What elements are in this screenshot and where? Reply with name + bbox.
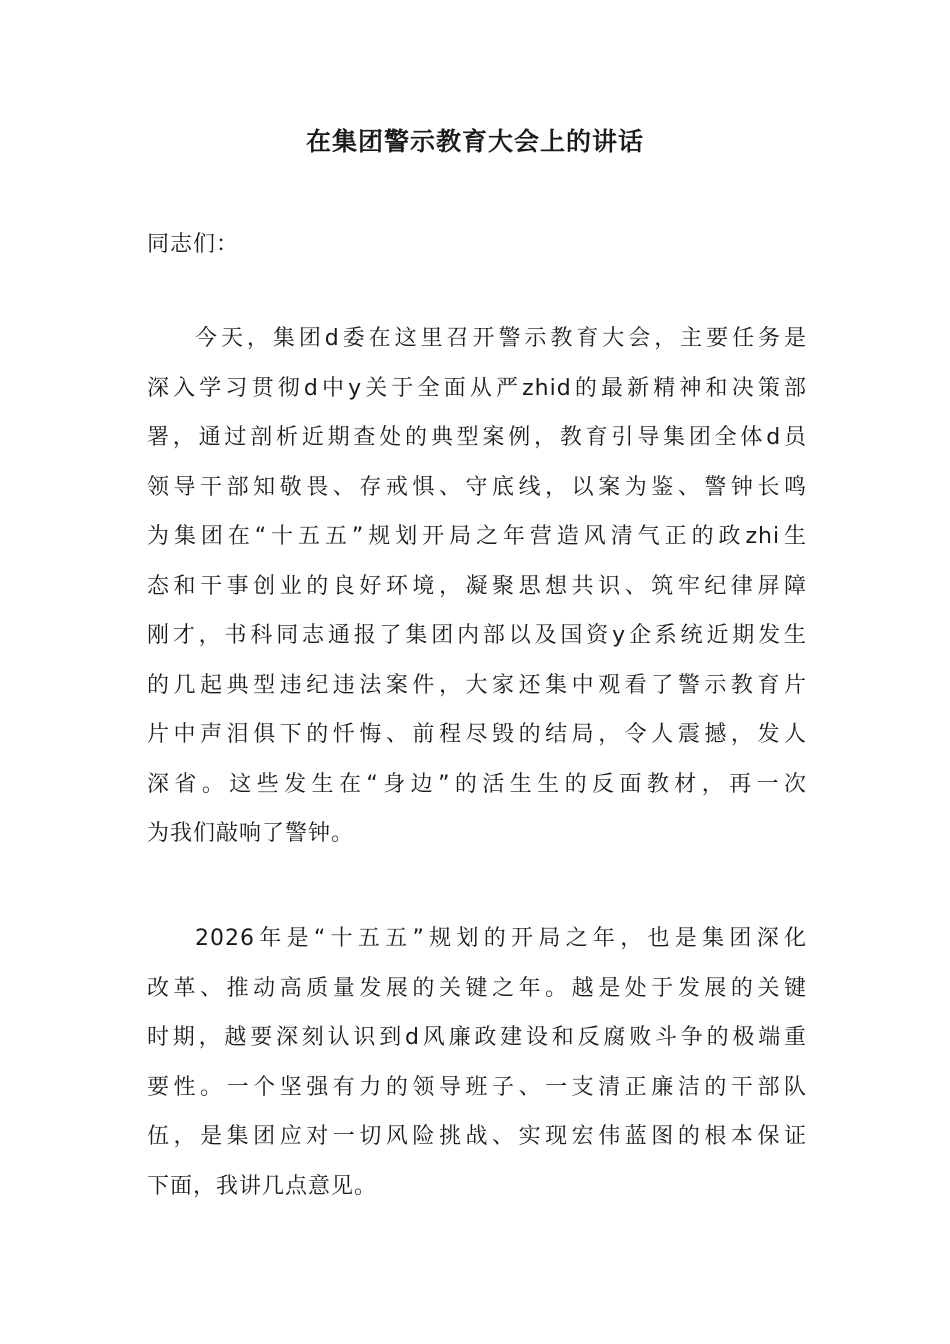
paragraph-line: 为我们敲响了警钟。 (147, 821, 355, 846)
paragraph-line: 态和干事创业的良好环境，凝聚思想共识、筑牢纪律屏障 (147, 573, 807, 599)
document-title: 在集团警示教育大会上的讲话 (305, 127, 644, 156)
paragraph-line: 下面，我讲几点意见。 (147, 1173, 378, 1199)
paragraph-line: 今天，集团d委在这里召开警示教育大会，主要任务是 (195, 326, 807, 351)
paragraph-line: 深入学习贯彻d中y关于全面从严zhid的最新精神和决策部 (147, 375, 807, 401)
paragraph-line: 伍，是集团应对一切风险挑战、实现宏伟蓝图的根本保证 (147, 1124, 807, 1149)
paragraph-line: 署，通过剖析近期查处的典型案例，教育引导集团全体d员 (147, 425, 807, 450)
paragraph-line: 要性。一个坚强有力的领导班子、一支清正廉洁的干部队 (147, 1074, 807, 1100)
paragraph-line: 时期，越要深刻认识到d风廉政建设和反腐败斗争的极端重 (147, 1025, 807, 1050)
paragraph-line: 深省。这些发生在“身边”的活生生的反面教材，再一次 (147, 771, 807, 797)
paragraph-2 (147, 914, 807, 1211)
paragraph-line: 领导干部知敬畏、存戒惧、守底线，以案为鉴、警钟长鸣 (147, 474, 807, 500)
paragraph-line: 改革、推动高质量发展的关键之年。越是处于发展的关键 (147, 975, 807, 1001)
paragraph-line: 为集团在“十五五”规划开局之年营造风清气正的政zhi生 (147, 524, 807, 549)
salutation: 同志们： (147, 232, 240, 257)
paragraph-line: 片中声泪俱下的忏悔、前程尽毁的结局，令人震撼，发人 (147, 722, 807, 747)
paragraph-1 (147, 314, 807, 859)
paragraph-line: 刚才，书科同志通报了集团内部以及国资y企系统近期发生 (147, 623, 807, 648)
paragraph-line: 2026年是“十五五”规划的开局之年，也是集团深化 (195, 926, 807, 951)
paragraph-line: 的几起典型违纪违法案件，大家还集中观看了警示教育片 (147, 672, 807, 698)
